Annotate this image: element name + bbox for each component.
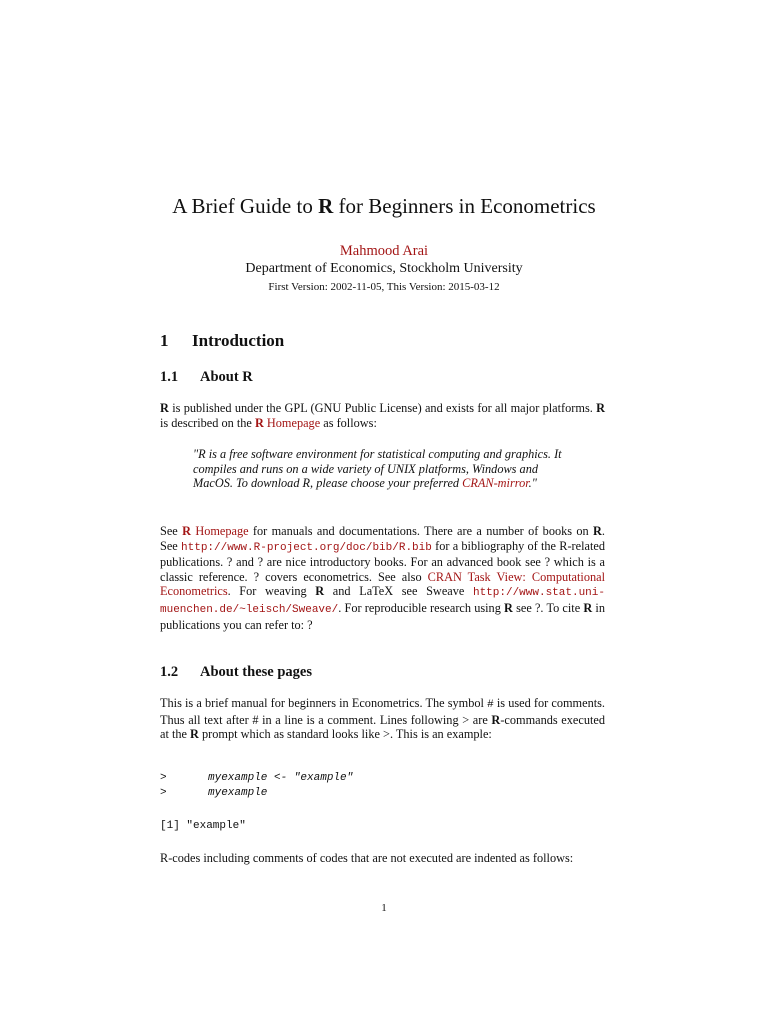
code-output: [1] "example" bbox=[160, 820, 246, 832]
author-link[interactable]: Mahmood Arai bbox=[339, 243, 429, 259]
subsection-heading-about-pages: 1.2 About these pages bbox=[160, 664, 312, 680]
paragraph-about-r: R is published under the GPL (GNU Public License) and exists for all major platforms. R is described on the R Homepage as follows: bbox=[160, 401, 605, 430]
section-heading-introduction: 1 Introduction bbox=[160, 331, 285, 350]
code-line: > myexample <- "example" bbox=[160, 772, 354, 784]
affiliation: Department of Economics, Stockholm University bbox=[245, 261, 523, 276]
cran-task-view-link[interactable]: CRAN Task View: Computational Econometrics bbox=[160, 569, 605, 599]
r-homepage-link[interactable]: R Homepage bbox=[254, 415, 321, 430]
paragraph-indented-code: R-codes including comments of codes that are not executed are indented as follows: bbox=[160, 851, 574, 865]
bibliography-url[interactable]: http://www.R-project.org/doc/bib/R.bib bbox=[181, 541, 432, 554]
r-homepage-link-2[interactable]: R Homepage bbox=[182, 524, 249, 538]
document-title: A Brief Guide to R for Beginners in Econometrics bbox=[172, 194, 596, 218]
subsection-heading-about-r: 1.1 About R bbox=[160, 369, 253, 385]
version-info: First Version: 2002-11-05, This Version: 2015-03-12 bbox=[268, 281, 500, 293]
cran-mirror-link[interactable]: CRAN-mirror bbox=[462, 476, 529, 491]
code-line: > myexample bbox=[160, 787, 268, 799]
paragraph-references: See R Homepage for manuals and documentations. There are a number of books on R. See http://www.R-project.org/doc/bib/R.bib for a bibliography of the R-related publications. ? and ? are nice introductory books. For an advanced book see ? which is a classic reference. ? covers econometrics. See also CRAN Task View: Computational Econometrics. For weaving R and LaTeX see Sweave http://www.stat.uni-muenchen.de/~leisch/Sweave/. For reproducible research using R see ?. To cite R in publications you can refer to: ? bbox=[160, 524, 605, 632]
page-number: 1 bbox=[381, 902, 387, 914]
quote-block: "R is a free software environment for statistical computing and graphics. It compiles and runs on a wide variety of UNIX platforms, Windows and MacOS. To download R, please choose your preferred CRAN-mirror." bbox=[193, 447, 562, 491]
paragraph-about-pages: This is a brief manual for beginners in Econometrics. The symbol # is used for comments. Thus all text after # in a line is a comment. Lines following > are R-commands executed at the R prompt which as standard looks like >. This is an example: bbox=[160, 696, 606, 742]
sweave-url[interactable]: http://www.stat.uni-muenchen.de/~leisch/Sweave/ bbox=[160, 587, 605, 616]
